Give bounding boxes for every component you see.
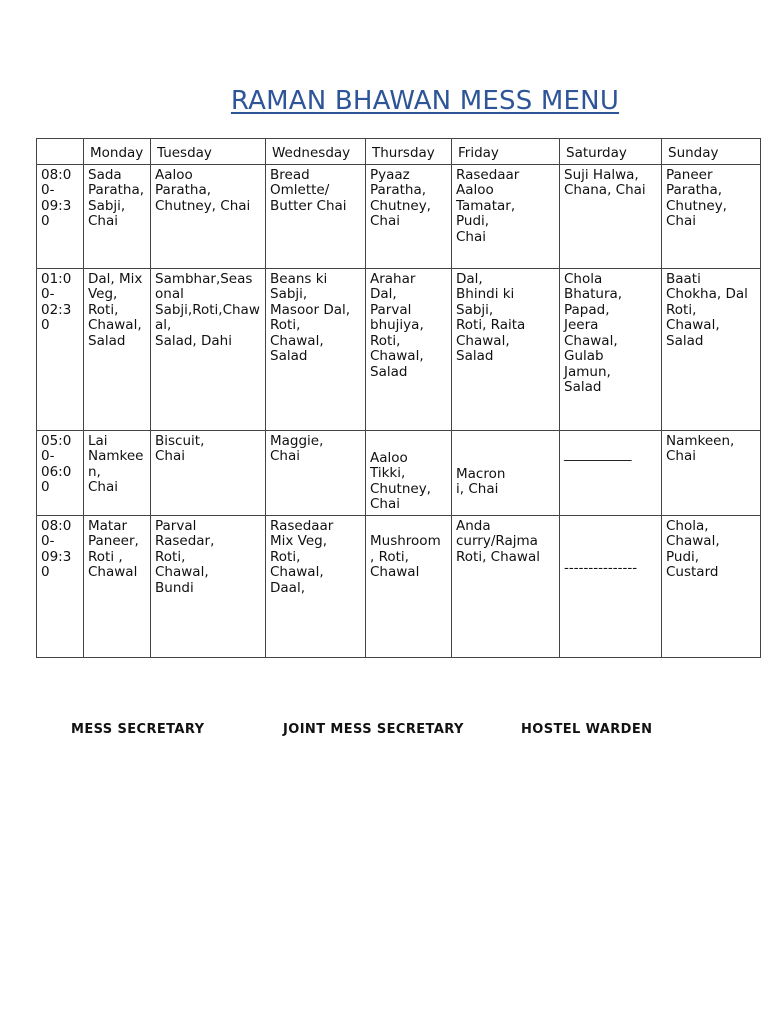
mess-menu-table — [36, 138, 761, 658]
page-title: RAMAN BHAWAN MESS MENU — [230, 86, 620, 116]
menu-cell: Chola Bhatura, Papad, Jeera Chawal, Gulab Jamun, Salad — [560, 268, 662, 430]
table-row — [37, 515, 761, 657]
menu-cell: Beans ki Sabji, Masoor Dal, Roti, Chawal, Salad — [266, 268, 366, 430]
menu-cell: Bread Omlette/ Butter Chai — [266, 164, 366, 268]
menu-cell: Pyaaz Paratha, Chutney, Chai — [366, 164, 452, 268]
menu-cell — [452, 430, 560, 515]
menu-cell-text: Aaloo Tikki, Chutney, Chai — [370, 449, 431, 512]
time-cell: 08:00-09:30 — [37, 515, 84, 657]
menu-cell: Anda curry/Rajma Roti, Chawal — [452, 515, 560, 657]
menu-cell — [560, 430, 662, 515]
menu-cell: Rasedaar Aaloo Tamatar, Pudi, Chai — [452, 164, 560, 268]
menu-cell: Biscuit, Chai — [151, 430, 266, 515]
menu-cell-text: Macron i, Chai — [456, 465, 506, 497]
day-header-thursday: Thursday — [366, 139, 452, 165]
menu-cell: Aaloo Paratha, Chutney, Chai — [151, 164, 266, 268]
menu-cell — [266, 430, 366, 515]
table-row — [37, 430, 761, 515]
menu-cell-text: Maggie, Chai — [270, 432, 324, 464]
time-cell: 08:00-09:30 — [37, 164, 84, 268]
signature-hostel-warden: HOSTEL WARDEN — [521, 722, 653, 737]
day-header-monday: Monday — [84, 139, 151, 165]
menu-cell: Dal, Mix Veg, Roti, Chawal, Salad — [84, 268, 151, 430]
day-header-wednesday: Wednesday — [266, 139, 366, 165]
menu-cell — [366, 430, 452, 515]
time-cell: 01:00-02:30 — [37, 268, 84, 430]
menu-cell: Sada Paratha, Sabji, Chai — [84, 164, 151, 268]
time-cell: 05:00-06:00 — [37, 430, 84, 515]
menu-cell: Rasedaar Mix Veg, Roti, Chawal, Daal, — [266, 515, 366, 657]
menu-cell: Namkeen, Chai — [662, 430, 761, 515]
menu-cell: Sambhar,Seas onal Sabji,Roti,Chaw al, Salad, Dahi — [151, 268, 266, 430]
day-header-sunday: Sunday — [662, 139, 761, 165]
menu-cell: Mushroom , Roti, Chawal — [366, 515, 452, 657]
empty-slot-line: __________ — [564, 445, 632, 462]
day-header-tuesday: Tuesday — [151, 139, 266, 165]
table-row — [37, 164, 761, 268]
header-row — [37, 139, 761, 165]
menu-cell: Lai Namkee n, Chai — [84, 430, 151, 515]
menu-cell: Parval Rasedar, Roti, Chawal, Bundi — [151, 515, 266, 657]
menu-cell: Suji Halwa, Chana, Chai — [560, 164, 662, 268]
menu-cell: Baati Chokha, Dal Roti, Chawal, Salad — [662, 268, 761, 430]
day-header-friday: Friday — [452, 139, 560, 165]
menu-cell: Arahar Dal, Parval bhujiya, Roti, Chawal, Salad — [366, 268, 452, 430]
menu-cell: Dal, Bhindi ki Sabji, Roti, Raita Chawal, Salad — [452, 268, 560, 430]
day-header-saturday: Saturday — [560, 139, 662, 165]
menu-cell: Chola, Chawal, Pudi, Custard — [662, 515, 761, 657]
menu-cell — [560, 515, 662, 657]
signature-joint-mess-secretary: JOINT MESS SECRETARY — [283, 722, 464, 737]
empty-slot-dashes: --------------- — [564, 559, 638, 576]
menu-cell: Paneer Paratha, Chutney, Chai — [662, 164, 761, 268]
table-row — [37, 268, 761, 430]
signature-mess-secretary: MESS SECRETARY — [71, 722, 205, 737]
corner-cell — [37, 139, 84, 165]
menu-cell: Matar Paneer, Roti , Chawal — [84, 515, 151, 657]
